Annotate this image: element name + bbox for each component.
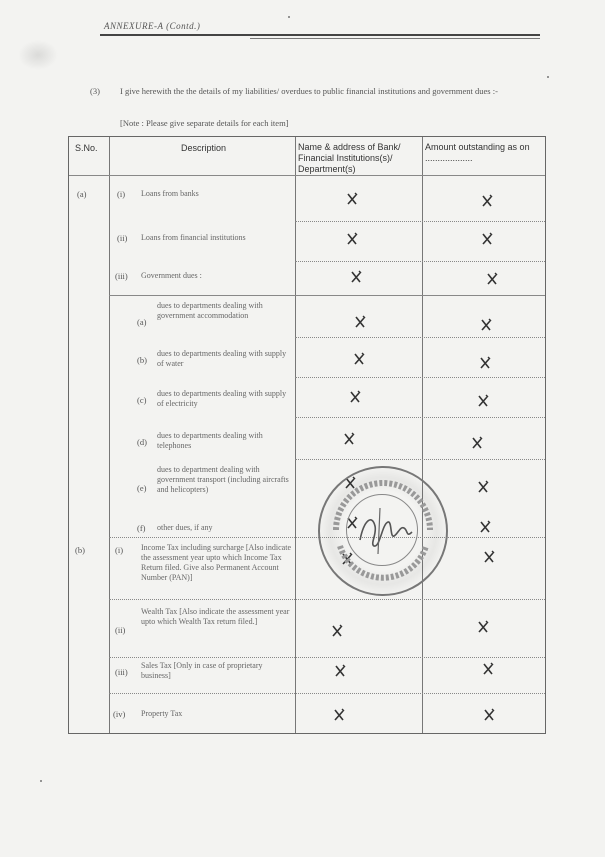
row-sub: (a) — [137, 317, 147, 327]
row-sub: (c) — [137, 395, 147, 405]
signature-icon — [320, 468, 446, 594]
intro-number: (3) — [90, 86, 100, 96]
header-name-address: Name & address of Bank/ Financial Institutions(s)/ Department(s) — [298, 142, 401, 174]
header-rule — [69, 175, 545, 176]
nil-cross-icon — [482, 708, 496, 722]
row-rule — [295, 221, 545, 222]
row-rule — [109, 657, 545, 658]
row-rule — [295, 459, 545, 460]
row-description: Loans from financial institutions — [141, 233, 246, 242]
nil-cross-icon — [348, 390, 362, 404]
speck — [288, 16, 290, 18]
row-rule — [109, 295, 545, 296]
speck — [547, 76, 549, 78]
nil-cross-icon — [479, 318, 493, 332]
row-description: Property Tax — [141, 709, 183, 718]
row-rule — [295, 261, 545, 262]
nil-cross-icon — [480, 194, 494, 208]
col-divider — [109, 137, 110, 733]
row-sub: (ii) — [117, 233, 128, 243]
intro-text: I give herewith the the details of my liabilities/ overdues to public financial institutions and government dues :- — [120, 86, 498, 96]
nil-cross-icon — [333, 664, 347, 678]
row-description: dues to departments dealing with supply of electricity — [157, 389, 287, 408]
row-section: (a) — [77, 189, 87, 199]
row-sub: (i) — [115, 545, 124, 555]
row-sub: (d) — [137, 437, 147, 447]
col-divider — [295, 137, 296, 733]
col-divider — [422, 137, 423, 733]
row-sub: (iii) — [115, 667, 128, 677]
liabilities-table — [68, 136, 546, 734]
nil-cross-icon — [478, 356, 492, 370]
nil-cross-icon — [482, 550, 496, 564]
row-description: Income Tax including surcharge [Also indicate the assessment year upto which Income Tax Return filed. Give also Permanent Account Number (PAN)] — [141, 543, 291, 582]
row-description: dues to departments dealing with supply of water — [157, 349, 287, 368]
row-description: Loans from banks — [141, 189, 199, 198]
nil-cross-icon — [330, 624, 344, 638]
header-sno: S.No. — [75, 143, 98, 153]
row-sub: (b) — [137, 355, 147, 365]
row-sub: (i) — [117, 189, 126, 199]
row-section: (b) — [75, 545, 85, 555]
row-sub: (iv) — [113, 709, 126, 719]
official-seal — [318, 466, 448, 596]
row-description: Sales Tax [Only in case of proprietary business] — [141, 661, 263, 680]
page-header — [100, 20, 540, 40]
row-sub: (e) — [137, 483, 147, 493]
nil-cross-icon — [481, 662, 495, 676]
row-rule — [295, 377, 545, 378]
header-description: Description — [181, 143, 227, 153]
row-description: dues to department dealing with government transport (including aircrafts and helicopters) — [157, 465, 289, 494]
nil-cross-icon — [470, 436, 484, 450]
header-rule-thin — [250, 38, 540, 39]
row-rule — [109, 693, 545, 694]
nil-cross-icon — [342, 432, 356, 446]
speck — [40, 780, 42, 782]
row-sub: (iii) — [115, 271, 128, 281]
nil-cross-icon — [476, 620, 490, 634]
nil-cross-icon — [476, 394, 490, 408]
row-description: other dues, if any — [157, 523, 213, 532]
nil-cross-icon — [345, 192, 359, 206]
row-description: dues to departments dealing with government accommodation — [157, 301, 263, 320]
nil-cross-icon — [352, 352, 366, 366]
intro-note: [Note : Please give separate details for each item] — [120, 118, 289, 128]
nil-cross-icon — [485, 272, 499, 286]
row-sub: (f) — [137, 523, 146, 533]
nil-cross-icon — [332, 708, 346, 722]
nil-cross-icon — [345, 232, 359, 246]
header-text: ANNEXURE-A (Contd.) — [104, 21, 201, 31]
nil-cross-icon — [476, 480, 490, 494]
nil-cross-icon — [353, 315, 367, 329]
row-description: dues to departments dealing with telephones — [157, 431, 263, 450]
row-description: Wealth Tax [Also indicate the assessment year upto which Wealth Tax return filed.] — [141, 607, 290, 626]
header-rule — [100, 34, 540, 36]
ink-smudge — [18, 40, 58, 70]
row-rule — [109, 599, 545, 600]
nil-cross-icon — [478, 520, 492, 534]
row-sub: (ii) — [115, 625, 126, 635]
nil-cross-icon — [480, 232, 494, 246]
row-rule — [295, 417, 545, 418]
nil-cross-icon — [349, 270, 363, 284]
header-amount: Amount outstanding as on ................... — [425, 142, 530, 163]
row-description: Government dues : — [141, 271, 202, 280]
row-rule — [295, 337, 545, 338]
